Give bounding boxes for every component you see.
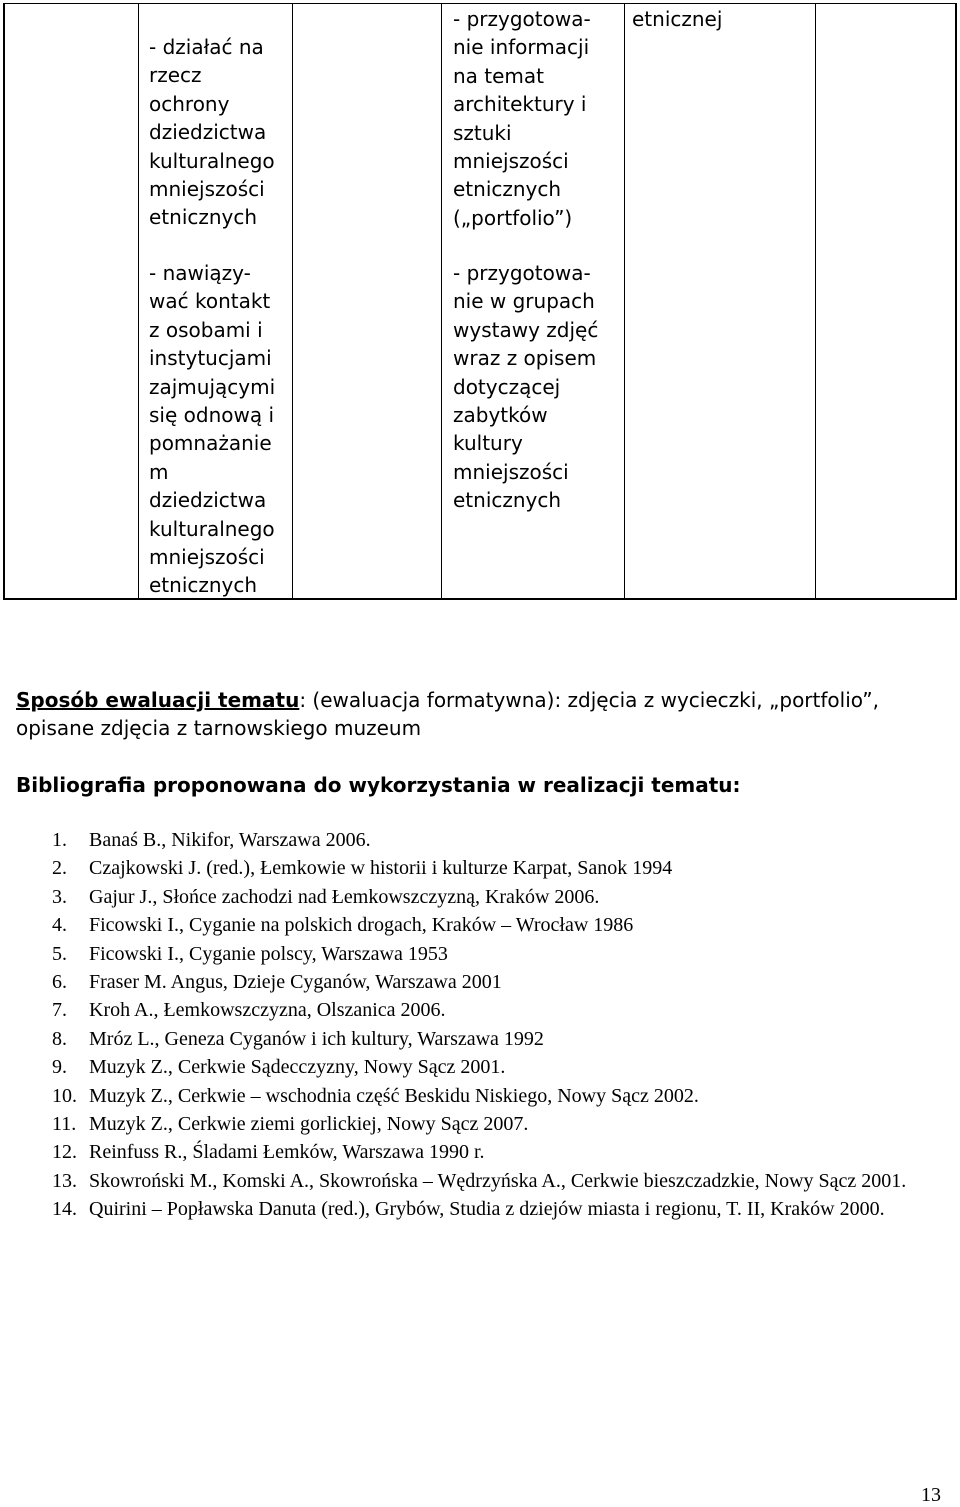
bibliography-item-text: Muzyk Z., Cerkwie ziemi gorlickiej, Nowy Sącz 2007. [89,1113,529,1136]
bibliography-item-text: Kroh A., Łemkowszczyzna, Olszanica 2006. [89,999,446,1022]
bibliography-item [52,1082,952,1110]
bibliography-item [52,1195,952,1223]
bibliography-item [52,996,952,1024]
bibliography-item [52,968,952,996]
bibliography-item-number: 4. [52,914,67,937]
page-number: 13 [921,1484,941,1506]
bibliography-item-number: 10. [52,1084,77,1107]
table-divider-3 [441,3,442,599]
bibliography-item-text: Muzyk Z., Cerkwie – wschodnia część Beskidu Niskiego, Nowy Sącz 2002. [89,1084,699,1107]
table-border-bottom [3,598,957,600]
bibliography-item [52,1138,952,1166]
bibliography-item [52,1167,952,1195]
table-border-top [3,3,957,4]
bibliography-item-text: Gajur J., Słońce zachodzi nad Łemkowszczyzną, Kraków 2006. [89,885,600,908]
table-border-right [955,3,957,599]
bibliography-item-text: Skowroński M., Komski A., Skowrońska – Wędrzyńska A., Cerkwie bieszczadzkie, Nowy Sącz 2001. [89,1169,907,1192]
bibliography-item [52,826,952,854]
bibliography-item-text: Quirini – Popławska Danuta (red.), Grybów, Studia z dziejów miasta i regionu, T. II, Kraków 2000. [89,1198,885,1221]
goal-cell-2: - nawiązy- wać kontakt z osobami i instytucjami zajmującymi się odnową i pomnażanie m dziedzictwa kulturalnego mniejszości etnicznych [149,261,276,598]
bibliography-item-text: Fraser M. Angus, Dzieje Cyganów, Warszawa 2001 [89,971,502,994]
bibliography-list [52,826,952,1224]
bibliography-item-number: 8. [52,1027,67,1050]
bibliography-item [52,883,952,911]
bibliography-item-number: 1. [52,829,67,851]
task-cell-2: - przygotowa- nie w grupach wystawy zdjęć wraz z opisem dotyczącej zabytków kultury mniejszości etnicznych [453,261,599,513]
bibliography-item [52,1025,952,1053]
evaluation-label: Sposób ewaluacji tematu [16,688,300,712]
bibliography-item-number: 7. [52,999,67,1022]
bibliography-item-number: 12. [52,1141,77,1164]
bibliography-item-number: 3. [52,885,67,908]
bibliography-heading: Bibliografia proponowana do wykorzystania w realizacji tematu: [16,773,741,797]
bibliography-item [52,1053,952,1081]
table-divider-4 [624,3,625,599]
table-divider-1 [138,3,139,599]
bibliography-item-text: Reinfuss R., Śladami Łemków, Warszawa 1990 r. [89,1141,485,1164]
bibliography-item [52,911,952,939]
task-cell-1: - przygotowa- nie informacji na temat architektury i sztuki mniejszości etnicznych („portfolio”) [453,7,591,230]
bibliography-item-text: Mróz L., Geneza Cyganów i ich kultury, Warszawa 1992 [89,1027,544,1050]
table-divider-2 [292,3,293,599]
bibliography-item-text: Czajkowski J. (red.), Łemkowie w historii i kulturze Karpat, Sanok 1994 [89,857,673,880]
activities-table [0,0,960,600]
bibliography-item [52,854,952,882]
bibliography-item [52,940,952,968]
bibliography-item-number: 13. [52,1169,77,1192]
bibliography-item-number: 5. [52,942,67,965]
bibliography-item-text: Muzyk Z., Cerkwie Sądecczyzny, Nowy Sącz 2001. [89,1056,506,1079]
bibliography-item-number: 9. [52,1056,67,1079]
bibliography-item [52,1110,952,1138]
evaluation-paragraph [16,686,946,742]
table-divider-5 [815,3,816,599]
bibliography-item-text: Ficowski I., Cyganie polscy, Warszawa 1953 [89,942,448,965]
bibliography-item-number: 11. [52,1113,77,1136]
bibliography-item-text: Banaś B., Nikifor, Warszawa 2006. [89,829,371,851]
scope-cell-1: etnicznej [632,7,723,31]
evaluation-text: : (ewaluacja formatywna): zdjęcia z wycieczki, „portfolio”, opisane zdjęcia z tarnowskiego muzeum [16,688,879,740]
table-border-left [3,3,5,599]
bibliography-item-number: 14. [52,1198,77,1221]
bibliography-item-number: 6. [52,971,67,994]
bibliography-item-text: Ficowski I., Cyganie na polskich drogach, Kraków – Wrocław 1986 [89,914,634,937]
bibliography-item-number: 2. [52,857,67,880]
goal-cell-1: - działać na rzecz ochrony dziedzictwa kulturalnego mniejszości etnicznych [149,35,275,230]
